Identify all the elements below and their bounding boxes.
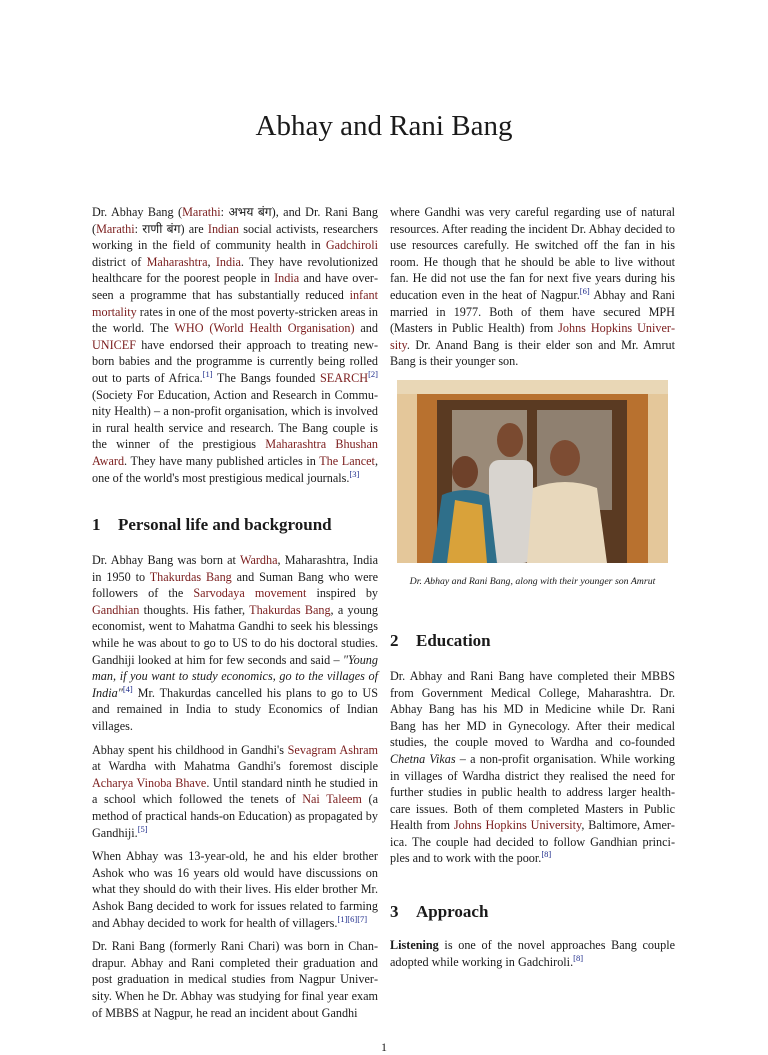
wiki-link[interactable]: India bbox=[215, 254, 241, 269]
text-run: have endorsed their approach to treating newborn babies and the programme is currently being rolled out to parts of Africa. bbox=[92, 337, 378, 385]
text-run: Dr. Rani Bang (formerly Rani Chari) was born in Chandrapur. Abhay and Rani completed their graduation and post graduation in medical studies from Nagpur University. When he Dr. Abhay was studying for final year exam of MBBS at Nagpur, he read an incident about Gandhi bbox=[92, 939, 378, 1020]
wiki-link[interactable]: Marathi bbox=[182, 205, 221, 219]
section-title: Personal life and background bbox=[118, 515, 332, 535]
wiki-link[interactable]: Acharya Vinoba Bhave bbox=[92, 775, 207, 790]
text-run: (Society For Education, Action and Research in Community Health) – a non-profit organisation, which is involved in rural health service and research. The Bang couple is the winner of the prestigious bbox=[92, 387, 378, 452]
text-run: at Wardha with Mahatma Gandhi's foremost disciple bbox=[92, 759, 378, 774]
bold-text: Listening bbox=[390, 938, 439, 953]
paragraph bbox=[92, 742, 378, 842]
text-run: district of bbox=[92, 254, 147, 269]
section-title: Education bbox=[416, 630, 491, 650]
section-heading-approach bbox=[390, 901, 675, 923]
text-run: The Bangs founded bbox=[212, 370, 320, 385]
left-column bbox=[92, 204, 378, 1028]
wiki-link[interactable]: Wardha bbox=[239, 553, 278, 568]
text-run: and bbox=[354, 321, 378, 336]
text-run: Abhay spent his childhood in Gandhi's bbox=[92, 742, 288, 757]
paragraph bbox=[390, 937, 675, 970]
page-number: 1 bbox=[381, 1040, 387, 1055]
right-column bbox=[390, 204, 675, 977]
section-heading-education bbox=[390, 630, 675, 652]
wiki-link[interactable]: Marathi bbox=[96, 221, 135, 236]
text-run: inspired by bbox=[306, 586, 379, 601]
wiki-link[interactable]: UNICEF bbox=[92, 337, 137, 352]
wiki-link[interactable]: Gandhian bbox=[92, 602, 140, 617]
figure-caption: Dr. Abhay and Rani Bang, along with their younger son Amrut bbox=[409, 575, 656, 587]
text-run: Dr. Abhay Bang was born at bbox=[92, 553, 240, 568]
wiki-link[interactable]: Indian bbox=[207, 221, 240, 236]
text-run: rates in one of the most poverty-stricken areas in the world. The bbox=[92, 304, 378, 336]
text-run: : अभय बंग), and Dr. Rani Bang ( bbox=[92, 205, 378, 236]
wiki-link[interactable]: The Lancet bbox=[319, 453, 375, 468]
paragraph bbox=[92, 938, 378, 1021]
paragraph bbox=[92, 848, 378, 931]
photo-illustration bbox=[397, 380, 668, 563]
section-number: 3 bbox=[390, 902, 399, 922]
text-run: . They have many published articles in bbox=[124, 453, 320, 468]
text-run: , one of the world's most prestigious medical journals. bbox=[92, 453, 378, 485]
text-run: – a non-profit organisation. While working in villages of Wardha district they realised the need for further studies in public health to address larger healthcare issues. Both of them completed Masters in Public Health from bbox=[390, 751, 675, 833]
text-run: and Suman Bang who were followers of the bbox=[92, 569, 378, 601]
paragraph bbox=[92, 552, 378, 735]
section-heading-personal bbox=[92, 514, 378, 536]
italic-text: "Young man, if you want to study economics, go to the villages of India" bbox=[92, 652, 378, 700]
text-run: is one of the novel approaches Bang couple adopted while working in Gadchiroli. bbox=[390, 938, 675, 969]
wiki-link[interactable]: Thakurdas Bang bbox=[149, 569, 232, 584]
citation-link[interactable]: [1] bbox=[202, 368, 213, 379]
text-run: social activists, researchers working in the field of community health in bbox=[92, 221, 378, 253]
wiki-link[interactable]: SEARCH bbox=[319, 370, 369, 385]
wiki-link[interactable]: Johns Hopkins University bbox=[390, 321, 675, 352]
wiki-link[interactable]: Johns Hopkins University bbox=[453, 818, 582, 833]
citation-link[interactable]: [4] bbox=[122, 683, 133, 694]
text-run: and have overseen a programme that has substantially reduced bbox=[92, 271, 378, 302]
text-run: , a young economist, went to Mahatma Gandhi to seek his blessings while he was about to go to US to do his doctoral studies. Gandhiji looked at him for few seconds and said – bbox=[92, 602, 378, 667]
text-run: Mr. Thakurdas cancelled his plans to go to US and remained in India to study Economics of Indian villages. bbox=[92, 685, 378, 734]
text-run: . Dr. Anand Bang is their elder son and Mr. Amrut Bang is their younger son. bbox=[390, 337, 675, 369]
text-run: (a method of practical hands-on Education) as propagated by Gandhiji. bbox=[92, 792, 379, 840]
text-run: When Abhay was 13-year-old, he and his elder brother Ashok who was 16 years old would have discussions on what they should do with their lives. His elder brother Mr. Ashok Bang decided to work for issues related to farming and Abhay decided to work for health of villagers. bbox=[92, 849, 378, 930]
citation-link[interactable]: [1][6][7] bbox=[337, 913, 368, 924]
section-number: 1 bbox=[92, 515, 101, 535]
text-run: where Gandhi was very careful regarding use of natural resources. After reading the incident Dr. Abhay decided to use resources carefully. He switched off the fan in his room. He though that he should be able to live without fan. He did not use the fan for next five years during his education even in the heat of Nagpur. bbox=[390, 205, 675, 302]
citation-link[interactable]: [3] bbox=[349, 468, 360, 479]
text-run: : राणी बंग) are bbox=[134, 221, 208, 236]
wiki-link[interactable]: Nai Taleem bbox=[302, 792, 362, 807]
text-run: , bbox=[207, 254, 216, 269]
italic-text: Chetna Vikas bbox=[390, 751, 456, 766]
wiki-link[interactable]: India bbox=[274, 271, 300, 286]
section-title: Approach bbox=[416, 902, 489, 922]
wiki-link[interactable]: WHO (World Health Organisation) bbox=[174, 321, 355, 336]
paragraph bbox=[390, 668, 675, 867]
text-run: Abhay and Rani married in 1977. Both of them have secured MPH (Masters in Public Health) from bbox=[390, 287, 675, 336]
text-run: thoughts. His father, bbox=[139, 602, 250, 617]
paragraph bbox=[390, 204, 675, 370]
citation-link[interactable]: [2] bbox=[368, 368, 378, 379]
wiki-link[interactable]: Sevagram Ashram bbox=[287, 742, 378, 757]
intro-paragraph bbox=[92, 204, 378, 486]
page-title: Abhay and Rani Bang bbox=[255, 110, 513, 142]
wiki-link[interactable]: Gadchiroli bbox=[325, 238, 378, 253]
text-run: , Baltimore, America. The couple had decided to follow Gandhian principles and to work with the poor. bbox=[390, 818, 675, 866]
wiki-link[interactable]: Maharashtra Bhushan Award bbox=[92, 437, 378, 468]
text-run: Dr. Abhay and Rani Bang have completed their MBBS from Government Medical College, Maharashtra. Dr. Abhay Bang has his MD in Medicine while Dr. Rani Bang has her MD in Gynecology. After their medical studies, the couple moved to Wardha and co-founded bbox=[390, 668, 675, 750]
text-run: Dr. Abhay Bang ( bbox=[92, 205, 183, 219]
section-number: 2 bbox=[390, 630, 399, 650]
wiki-link[interactable]: Sarvodaya movement bbox=[193, 586, 307, 601]
wiki-link[interactable]: Maharashtra bbox=[146, 254, 208, 269]
citation-link[interactable]: [8] bbox=[541, 849, 552, 860]
text-run: , Maharashtra, India in 1950 to bbox=[92, 553, 379, 584]
family-photo[interactable] bbox=[397, 380, 668, 563]
citation-link[interactable]: [6] bbox=[579, 285, 590, 296]
citation-link[interactable]: [8] bbox=[573, 952, 584, 963]
text-run: . They have revolutionized healthcare for the poorest people in bbox=[92, 254, 378, 286]
citation-link[interactable]: [5] bbox=[137, 823, 148, 834]
text-run: . Until standard ninth he studied in a school which followed the tenets of bbox=[92, 775, 378, 807]
wiki-link[interactable]: Thakurdas Bang bbox=[249, 602, 331, 617]
wiki-link[interactable]: infant mortality bbox=[92, 287, 378, 319]
